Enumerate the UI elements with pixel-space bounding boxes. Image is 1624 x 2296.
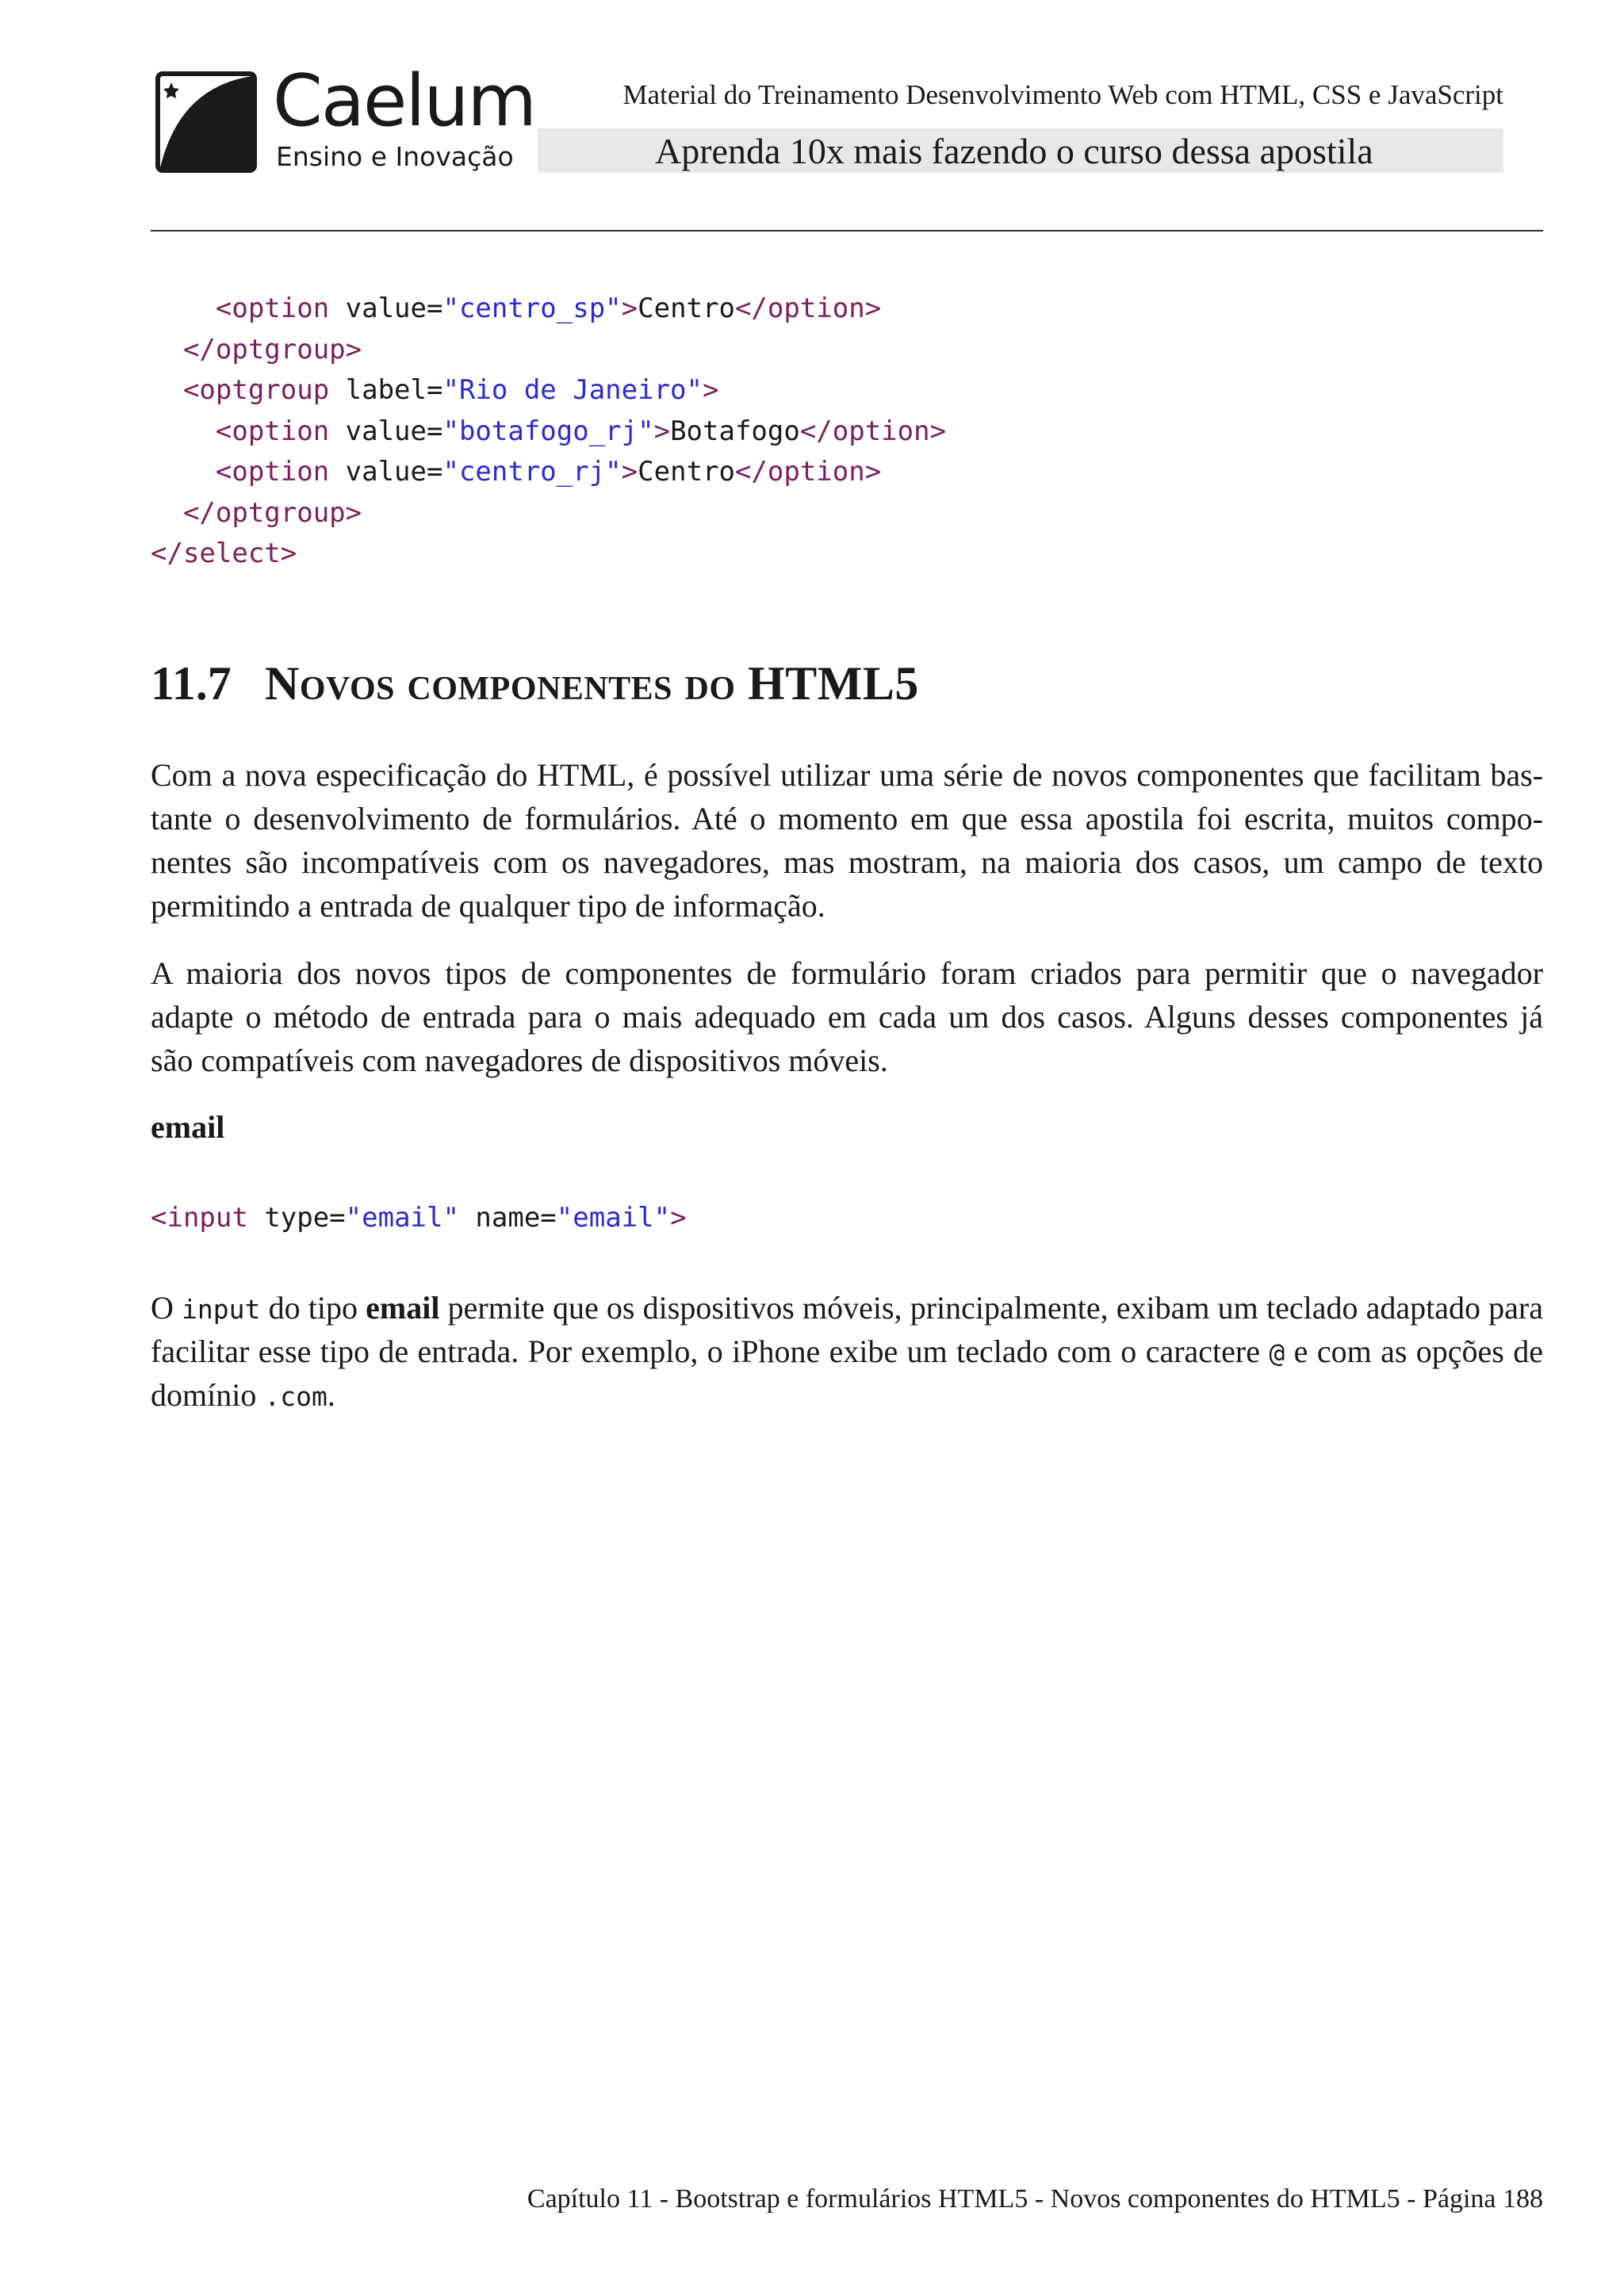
code-line: [151, 411, 946, 453]
text-line: nentes são incompatíveis com os navegadores, mas mostram, na maioria dos casos, um campo de texto: [151, 844, 1543, 880]
page-footer: Capítulo 11 - Bootstrap e formulários HTML5 - Novos componentes do HTML5 - Página 188: [527, 2184, 1543, 2214]
text-line: são compatíveis com navegadores de dispositivos móveis.: [151, 1043, 888, 1078]
code-block-email: [151, 1197, 687, 1238]
logo-tagline: Ensino e Inovação: [276, 141, 514, 172]
paragraph-email: [151, 1286, 1543, 1417]
code-block-select: [151, 289, 946, 575]
text-run: domínio: [151, 1377, 257, 1413]
code-token: >: [653, 415, 671, 447]
section-heading: [151, 655, 919, 712]
section-number: 11.7: [151, 657, 232, 710]
code-token: <input: [151, 1202, 265, 1234]
code-line: [151, 370, 946, 411]
inline-code: @: [1269, 1337, 1285, 1368]
code-token: Centro: [638, 456, 735, 488]
code-token: type=: [264, 1202, 346, 1234]
subheading-email: email: [151, 1109, 225, 1145]
code-token: label=: [345, 374, 443, 406]
header-divider: [151, 230, 1543, 232]
paragraph-intro: [151, 753, 1543, 928]
inline-code: input: [182, 1294, 261, 1325]
code-token: </option>: [734, 293, 882, 324]
code-token: "Rio de Janeiro": [442, 374, 703, 406]
text-run: e com as opções de: [1293, 1334, 1544, 1369]
code-token: </optgroup>: [151, 333, 362, 365]
training-title: Material do Treinamento Desenvolvimento Web com HTML, CSS e JavaScript: [622, 79, 1503, 110]
text-line: [151, 1373, 1543, 1417]
inline-code: .com: [264, 1381, 327, 1412]
paragraph-components: [151, 951, 1543, 1082]
text-run: .: [327, 1377, 335, 1413]
code-token: </optgroup>: [151, 496, 362, 529]
code-token: <option: [151, 456, 346, 488]
text-run: do tipo: [268, 1290, 358, 1326]
code-line: [151, 330, 946, 371]
text-line: permitindo a entrada de qualquer tipo de informação.: [151, 888, 825, 924]
code-token: <optgroup: [151, 374, 346, 406]
text-line: tante o desenvolvimento de formulários. Até o momento em que essa apostila foi escrita, muitos compo-: [151, 801, 1543, 836]
text-run: facilitar esse tipo de entrada. Por exemplo, o iPhone exibe um teclado com o caractere: [151, 1334, 1260, 1369]
code-token: value=: [345, 415, 443, 447]
code-token: <option: [151, 293, 346, 324]
text-line: [151, 1286, 1543, 1330]
code-token: name=: [458, 1202, 557, 1234]
logo-wordmark: Caelum: [273, 59, 536, 143]
text-line: adapte o método de entrada para o mais adequado em cada um dos casos. Alguns desses componentes já: [151, 999, 1543, 1035]
code-line: [151, 534, 946, 575]
text-line: Com a nova especificação do HTML, é possível utilizar uma série de novos componentes que facilitam bas-: [151, 757, 1543, 793]
course-cta-text: Aprenda 10x mais fazendo o curso dessa apostila: [655, 131, 1373, 171]
code-token: Centro: [638, 293, 735, 324]
code-token: </select>: [151, 538, 297, 569]
code-token: >: [621, 456, 638, 488]
code-token: "centro_sp": [442, 293, 622, 324]
code-line: [151, 493, 946, 534]
code-token: value=: [345, 293, 443, 324]
text-run: O: [151, 1290, 174, 1326]
code-token: >: [621, 293, 638, 324]
text-line: A maioria dos novos tipos de componentes de formulário foram criados para permitir que o navegador: [151, 955, 1543, 991]
code-token: "email": [556, 1202, 671, 1234]
code-token: value=: [345, 456, 443, 488]
code-token: >: [702, 374, 719, 406]
course-cta-banner[interactable]: [538, 128, 1503, 173]
code-token: <option: [151, 415, 346, 447]
code-token: "botafogo_rj": [442, 415, 654, 447]
section-title: Novos componentes do HTML5: [265, 657, 919, 710]
code-token: </option>: [734, 456, 882, 488]
bold-term: email: [366, 1290, 440, 1326]
code-token: "centro_rj": [442, 456, 622, 488]
text-line: [151, 1330, 1543, 1373]
code-token: </option>: [799, 415, 947, 447]
code-token: "email": [345, 1202, 459, 1234]
text-run: permite que os dispositivos móveis, principalmente, exibam um teclado adaptado para: [447, 1290, 1543, 1326]
code-line: [151, 452, 946, 493]
code-line: [151, 289, 946, 330]
code-token: >: [670, 1202, 687, 1234]
caelum-logo-icon: [155, 71, 257, 173]
code-token: Botafogo: [670, 415, 800, 447]
caelum-logo: [155, 59, 536, 176]
